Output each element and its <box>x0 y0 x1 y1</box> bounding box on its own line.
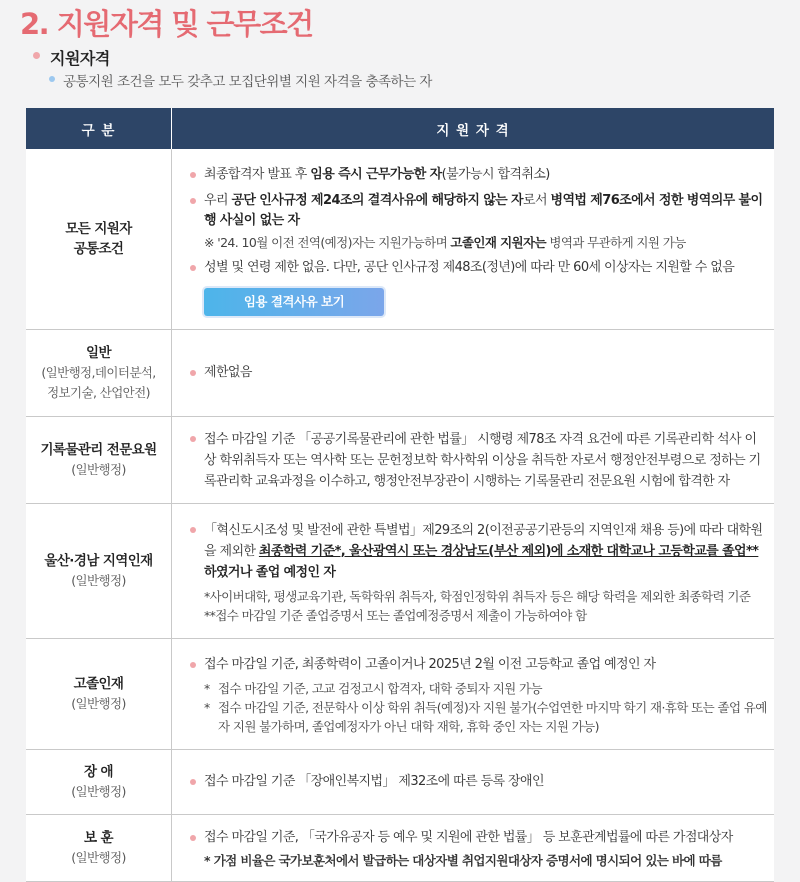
row-label-main: 장 애 <box>84 764 113 780</box>
list-item <box>188 258 768 278</box>
row-label-sub: (일반행정) <box>71 850 126 865</box>
text-bold: 하였거나 졸업 예정인 자 <box>204 564 336 580</box>
table-row-general <box>26 330 774 417</box>
row-label-sub: (일반행정) <box>71 696 126 711</box>
list-item <box>188 165 768 185</box>
note <box>188 698 768 736</box>
row-label-main: 보 훈 <box>84 830 113 846</box>
table-row-common <box>26 149 774 330</box>
text: (불가능시 합격취소) <box>441 166 550 182</box>
blue-bullet-icon <box>49 76 55 82</box>
text: 「혁신도시조성 및 발전에 관한 특별법」제29조의 2(이전공공기관등의 지역인재 채용 등)에 따라 대학원을 제외한 <box>204 522 763 559</box>
row-label <box>26 815 172 882</box>
row-label-sub: (일반행정) <box>71 784 126 799</box>
text-bold: 공단 인사규정 제24조의 결격사유에 해당하지 않는 자 <box>231 192 524 208</box>
text: 접수 마감일 기준, 고교 검정고시 합격자, 대학 중퇴자 지원 가능 <box>218 680 542 696</box>
pink-bullet-icon <box>33 52 40 59</box>
subheading-description-text: 공통지원 조건을 모두 갖추고 모집단위별 지원 자격을 충족하는 자 <box>63 74 432 90</box>
bullet-icon <box>190 370 196 376</box>
section-title: 2. 지원자격 및 근무조건 <box>20 7 313 41</box>
row-content <box>172 815 775 882</box>
text: 로서 <box>523 192 551 208</box>
row-label-sub: (일반행정,데이터분석, <box>41 365 156 380</box>
row-label-main: 울산·경남 지역인재 <box>44 553 153 569</box>
text: 성별 및 연령 제한 없음. 다만, 공단 인사규정 제48조(정년)에 따라 만 60세 이상자는 지원할 수 없음 <box>204 259 735 275</box>
note: **접수 마감일 기준 졸업증명서 또는 졸업예정증명서 제출이 가능하여야 함 <box>204 607 587 623</box>
disqualification-reasons-button[interactable]: 임용 결격사유 보기 <box>204 288 384 316</box>
note-marker: * <box>204 699 210 715</box>
subheading-text: 지원자격 <box>50 49 110 68</box>
row-label-sub: (일반행정) <box>71 462 126 477</box>
bullet-icon <box>190 779 196 785</box>
note <box>188 679 768 698</box>
row-content <box>172 750 775 815</box>
text-bold: 임용 즉시 근무가능한 자 <box>310 166 442 182</box>
bullet-icon <box>190 436 196 442</box>
row-content <box>172 639 775 750</box>
row-content <box>172 417 775 504</box>
table-row-disabled <box>26 750 774 815</box>
text-bold: 고졸인재 지원자는 <box>450 234 546 250</box>
bullet-icon <box>190 662 196 668</box>
row-content <box>172 149 775 330</box>
table-row-highschool <box>26 639 774 750</box>
bullet-icon <box>190 835 196 841</box>
text: 병역과 무관하게 지원 가능 <box>545 234 686 250</box>
bullet-icon <box>190 198 196 204</box>
row-label <box>26 330 172 417</box>
row-label-sub: 정보기술, 산업안전) <box>47 385 150 400</box>
text-underlined: 최종학력 기준*, 울산광역시 또는 경상남도(부산 제외)에 소재한 대학교나 고등학교를 졸업** <box>258 543 759 559</box>
qualification-table <box>26 108 774 882</box>
list-item <box>188 772 768 792</box>
text: ※ '24. 10월 이전 전역(예정)자는 지원가능하며 <box>204 234 451 250</box>
bullet-icon <box>190 265 196 271</box>
text: 제한없음 <box>204 365 252 380</box>
table-header-row <box>26 108 774 149</box>
row-label <box>26 639 172 750</box>
text: 접수 마감일 기준 「공공기록물관리에 관한 법률」 시행령 제78조 자격 요건에 따른 기록관리학 석사 이상 학위취득자 또는 역사학 또는 문헌정보학 학사학위 이상을 취득한 자로서 행정안전부령으로 정하는 기록관리학 교육과정을 이수하고, 행정안전부장관이 시행하는 기록물관리 전문요원 시험에 합격한 자 <box>204 431 761 489</box>
note: * 가점 비율은 국가보훈처에서 발급하는 대상자별 취업지원대상자 증명서에 명시되어 있는 바에 따름 <box>204 853 722 868</box>
header-category: 구 분 <box>26 108 172 149</box>
note-marker: * <box>204 680 210 696</box>
text: 최종합격자 발표 후 <box>204 166 311 182</box>
row-label-main: 공통조건 <box>73 241 124 257</box>
text-bold: 병역법 제76조에서 정한 병역의무 불이행 사실이 없는 자 <box>204 192 763 228</box>
row-label-main: 일반 <box>86 345 111 361</box>
row-label-main: 기록물관리 전문요원 <box>40 442 157 458</box>
text: 접수 마감일 기준 「장애인복지법」 제32조에 따른 등록 장애인 <box>204 774 544 789</box>
row-content <box>172 330 775 417</box>
list-item <box>188 363 768 383</box>
table-row-regional <box>26 504 774 639</box>
row-label <box>26 149 172 330</box>
subheading-description <box>50 70 432 90</box>
bullet-icon <box>190 527 196 533</box>
note: *사이버대학, 평생교육기관, 독학학위 취득자, 학점인정학위 취득자 등은 해당 학력을 제외한 최종학력 기준 <box>204 588 751 604</box>
header-qualification: 지 원 자 격 <box>172 108 775 149</box>
text: 접수 마감일 기준, 최종학력이 고졸이거나 2025년 2월 이전 고등학교 졸업 예정인 자 <box>204 656 656 672</box>
list-item <box>188 655 768 675</box>
list-item <box>188 429 768 492</box>
table-row-veteran <box>26 815 774 882</box>
bullet-icon <box>190 172 196 178</box>
row-content <box>172 504 775 639</box>
text: 우리 <box>204 192 232 208</box>
table-row-records <box>26 417 774 504</box>
row-label <box>26 504 172 639</box>
row-label-sub: (일반행정) <box>71 573 126 588</box>
list-item <box>188 520 768 583</box>
row-label-main: 고졸인재 <box>73 676 124 692</box>
list-item <box>188 191 768 231</box>
row-label <box>26 417 172 504</box>
text: 접수 마감일 기준, 「국가유공자 등 예우 및 지원에 관한 법률」 등 보훈관계법률에 따른 가점대상자 <box>204 830 733 845</box>
subheading <box>36 46 110 69</box>
text: 접수 마감일 기준, 전문학사 이상 학위 취득(예정)자 지원 불가(수업연한 마지막 학기 재·휴학 또는 졸업 유예자 지원 불가하며, 졸업예정자가 아닌 대학 재학, 휴학 중인 자는 지원 가능) <box>218 699 767 734</box>
note <box>188 233 768 252</box>
row-label <box>26 750 172 815</box>
list-item <box>188 828 768 848</box>
row-label-main: 모든 지원자 <box>65 221 132 237</box>
